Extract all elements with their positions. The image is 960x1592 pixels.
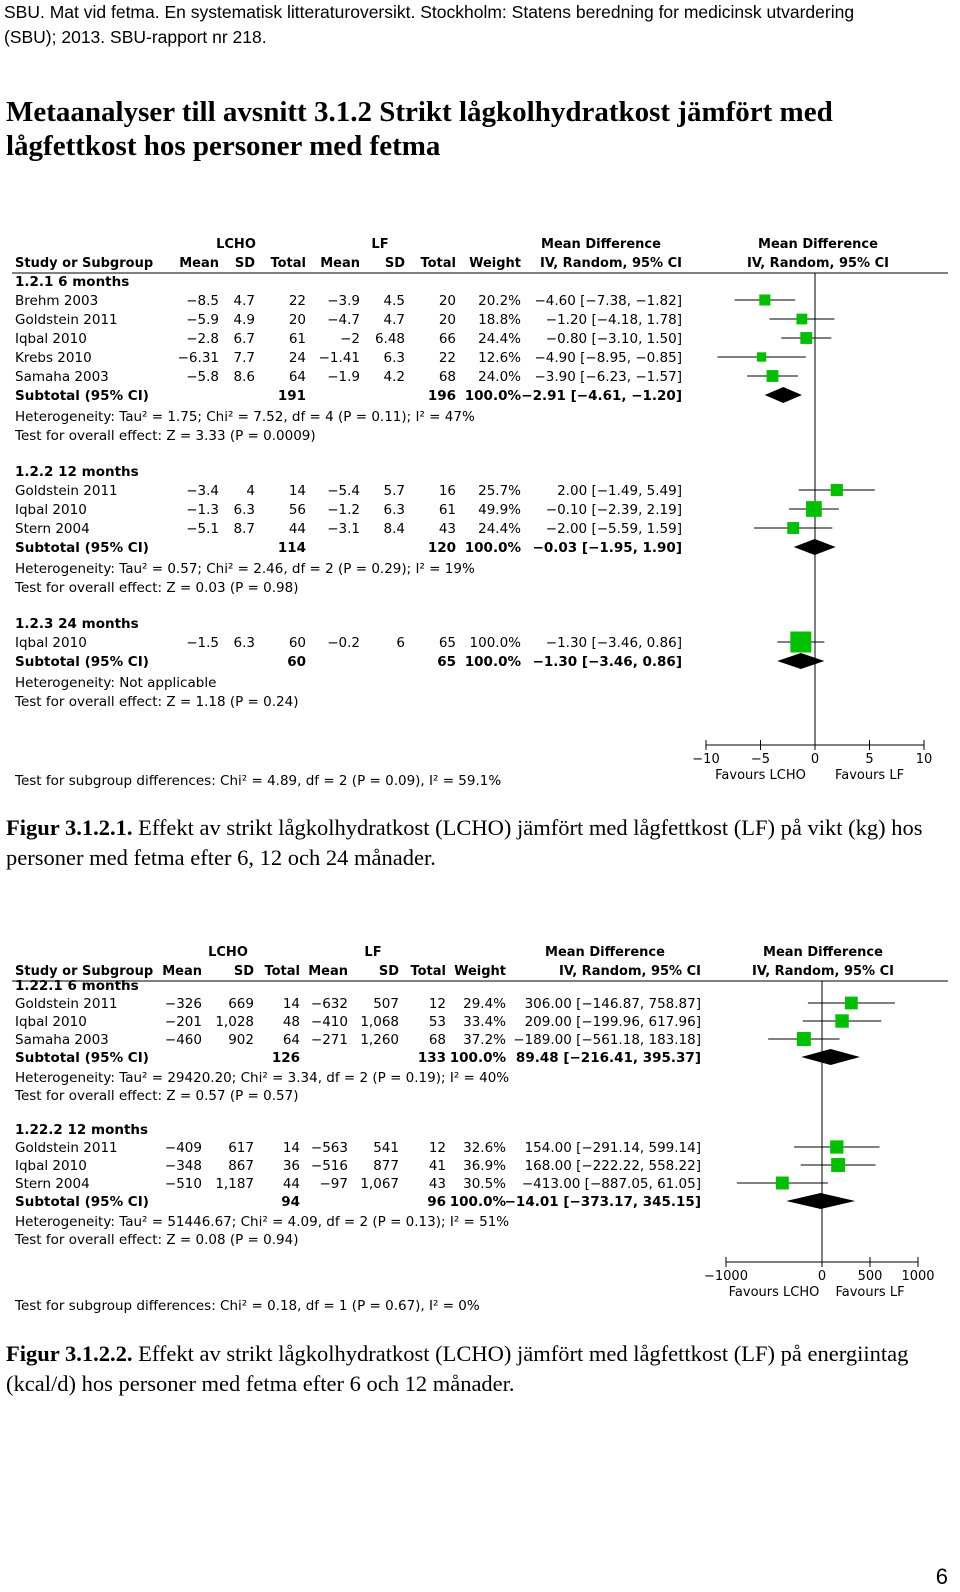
plot-ci-header: IV, Random, 95% CI [752, 964, 894, 979]
study-sd1: 7.7 [233, 350, 255, 366]
study-total1: 36 [282, 1158, 300, 1174]
study-mean2: −2 [340, 331, 360, 347]
figure-2-label: Figur 3.1.2.2. [6, 1341, 133, 1366]
study-name: Stern 2004 [15, 521, 90, 537]
study-total2: 12 [428, 996, 446, 1012]
subtotal-ci: 89.48 [−216.41, 395.37] [515, 1050, 701, 1066]
effect-marker [830, 1140, 843, 1153]
forest-plot-2 [0, 936, 960, 1336]
study-ci: −413.00 [−887.05, 61.05] [521, 1176, 701, 1192]
plot-mean-difference-header: Mean Difference [763, 945, 883, 960]
mean2-column-header: Mean [320, 256, 360, 271]
subtotal-total1: 114 [277, 540, 306, 556]
study-sd2: 1,260 [360, 1032, 399, 1048]
study-weight: 12.6% [478, 350, 521, 366]
effect-marker [831, 484, 843, 496]
study-ci: −2.00 [−5.59, 1.59] [545, 521, 682, 537]
subtotal-diamond [794, 539, 836, 555]
study-ci: 168.00 [−222.22, 558.22] [524, 1158, 701, 1174]
study-column-header: Study or Subgroup [15, 964, 154, 979]
subtotal-total2: 196 [427, 388, 456, 404]
study-weight: 100.0% [469, 635, 521, 651]
study-mean1: −5.9 [186, 312, 219, 328]
study-name: Stern 2004 [15, 1176, 90, 1192]
study-name: Samaha 2003 [15, 369, 109, 385]
study-weight: 37.2% [463, 1032, 506, 1048]
study-sd1: 8.6 [233, 369, 255, 385]
study-sd1: 1,187 [215, 1176, 254, 1192]
subgroup-title: 1.2.1 6 months [15, 274, 130, 290]
study-name: Goldstein 2011 [15, 312, 118, 328]
study-mean2: −1.2 [327, 502, 360, 518]
subgroup-differences-text: Test for subgroup differences: Chi² = 4.89, df = 2 (P = 0.09), I² = 59.1% [15, 773, 502, 789]
heterogeneity-text: Heterogeneity: Not applicable [15, 675, 217, 691]
study-sd2: 8.4 [383, 521, 405, 537]
study-sd2: 507 [373, 996, 399, 1012]
study-sd1: 6.3 [233, 502, 255, 518]
subgroup-title: 1.22.2 12 months [15, 1122, 149, 1138]
subtotal-total2: 133 [417, 1050, 446, 1066]
sd1-column-header: SD [234, 256, 255, 271]
study-mean2: −1.41 [318, 350, 360, 366]
effect-marker [790, 632, 811, 653]
subtotal-ci: −0.03 [−1.95, 1.90] [532, 540, 682, 556]
study-total2: 68 [428, 1032, 446, 1048]
effect-marker [845, 997, 858, 1010]
total1-column-header: Total [264, 964, 300, 979]
x-tick-label: −10 [692, 752, 720, 767]
x-tick-label: 0 [817, 1269, 827, 1284]
subtotal-weight: 100.0% [449, 1050, 506, 1066]
study-name: Brehm 2003 [15, 293, 99, 309]
study-total1: 14 [288, 483, 306, 499]
study-sd2: 4.2 [383, 369, 405, 385]
subgroup-title: 1.22.1 6 months [15, 978, 139, 994]
weight-column-header: Weight [469, 256, 521, 271]
study-ci: −0.80 [−3.10, 1.50] [545, 331, 682, 347]
study-mean2: −410 [310, 1014, 348, 1030]
effect-marker [835, 1014, 848, 1027]
section-title-line-2: lågfettkost hos personer med fetma [6, 130, 441, 162]
study-name: Goldstein 2011 [15, 996, 118, 1012]
study-name: Iqbal 2010 [15, 331, 87, 347]
study-ci: 209.00 [−199.96, 617.96] [524, 1014, 701, 1030]
study-total1: 44 [282, 1176, 300, 1192]
effect-marker [776, 1177, 789, 1190]
study-mean2: −3.9 [327, 293, 360, 309]
heterogeneity-text: Heterogeneity: Tau² = 0.57; Chi² = 2.46, df = 2 (P = 0.29); I² = 19% [15, 561, 475, 577]
subtotal-ci: −1.30 [−3.46, 0.86] [532, 654, 682, 670]
study-mean1: −5.8 [186, 369, 219, 385]
study-total1: 61 [288, 331, 306, 347]
study-mean1: −6.31 [177, 350, 219, 366]
study-weight: 24.4% [478, 331, 521, 347]
subtotal-total2: 96 [427, 1194, 446, 1210]
study-mean2: −563 [310, 1140, 348, 1156]
study-total1: 22 [288, 293, 306, 309]
study-sd2: 1,068 [360, 1014, 399, 1030]
study-ci: −3.90 [−6.23, −1.57] [534, 369, 682, 385]
favours-lcho-label: Favours LCHO [728, 1285, 820, 1300]
ci-column-header: IV, Random, 95% CI [540, 256, 682, 271]
study-weight: 30.5% [463, 1176, 506, 1192]
study-mean1: −510 [164, 1176, 202, 1192]
running-header-line-2: (SBU); 2013. SBU-rapport nr 218. [4, 27, 267, 47]
study-sd1: 1,028 [215, 1014, 254, 1030]
subgroup-differences-text: Test for subgroup differences: Chi² = 0.18, df = 1 (P = 0.67), I² = 0% [15, 1298, 480, 1314]
x-tick-label: −1000 [704, 1269, 748, 1284]
study-total2: 61 [438, 502, 456, 518]
study-sd2: 877 [373, 1158, 399, 1174]
forest-plot-1 [0, 228, 960, 798]
study-sd1: 8.7 [233, 521, 255, 537]
study-name: Samaha 2003 [15, 1032, 109, 1048]
study-mean2: −632 [310, 996, 348, 1012]
effect-marker [831, 1158, 845, 1172]
mean1-column-header: Mean [162, 964, 202, 979]
study-ci: 154.00 [−291.14, 599.14] [524, 1140, 701, 1156]
subtotal-total2: 65 [437, 654, 456, 670]
subtotal-weight: 100.0% [464, 388, 521, 404]
subtotal-total2: 120 [427, 540, 456, 556]
mean2-column-header: Mean [308, 964, 348, 979]
overall-effect-text: Test for overall effect: Z = 0.08 (P = 0.94) [15, 1232, 299, 1248]
subtotal-diamond [765, 387, 802, 403]
x-tick-label: −5 [750, 752, 771, 767]
study-mean1: −3.4 [186, 483, 219, 499]
favours-lf-label: Favours LF [835, 1285, 905, 1300]
running-header-line-1: SBU. Mat vid fetma. En systematisk litteraturoversikt. Stockholm: Statens beredning for medicinsk utvardering [4, 2, 855, 22]
effect-marker [757, 352, 766, 361]
x-tick-label: 10 [915, 752, 933, 767]
figure-1-caption-text: Effekt av strikt lågkolhydratkost (LCHO) jämfört med lågfettkost (LF) på vikt (kg) hos personer med fetma efter 6, 12 och 24 månader. [6, 815, 923, 870]
study-total2: 41 [428, 1158, 446, 1174]
effect-marker [806, 501, 822, 517]
heterogeneity-text: Heterogeneity: Tau² = 1.75; Chi² = 7.52, df = 4 (P = 0.11); I² = 47% [15, 409, 475, 425]
study-total1: 44 [288, 521, 306, 537]
study-mean1: −409 [164, 1140, 202, 1156]
mean-difference-header: Mean Difference [541, 237, 661, 252]
subtotal-diamond [786, 1193, 855, 1209]
study-ci: 306.00 [−146.87, 758.87] [524, 996, 701, 1012]
figure-2-caption [6, 1339, 951, 1399]
study-total1: 24 [288, 350, 306, 366]
study-sd2: 4.5 [383, 293, 405, 309]
study-sd1: 4 [246, 483, 255, 499]
favours-lf-label: Favours LF [834, 768, 905, 783]
overall-effect-text: Test for overall effect: Z = 3.33 (P = 0.0009) [15, 428, 316, 444]
study-weight: 25.7% [478, 483, 521, 499]
effect-marker [759, 294, 770, 305]
effect-marker [787, 522, 799, 534]
subtotal-diamond [801, 1049, 860, 1065]
study-column-header: Study or Subgroup [15, 256, 154, 271]
study-weight: 29.4% [463, 996, 506, 1012]
study-sd1: 4.7 [233, 293, 255, 309]
study-sd2: 6.48 [374, 331, 405, 347]
subtotal-total1: 60 [287, 654, 306, 670]
subgroup-title: 1.2.3 24 months [15, 616, 139, 632]
study-mean2: −3.1 [327, 521, 360, 537]
group2-header: LF [364, 945, 382, 960]
study-total2: 20 [438, 293, 456, 309]
study-weight: 33.4% [463, 1014, 506, 1030]
subtotal-label: Subtotal (95% CI) [15, 1194, 149, 1210]
subtotal-total1: 191 [277, 388, 306, 404]
study-name: Iqbal 2010 [15, 1158, 87, 1174]
study-sd1: 902 [228, 1032, 254, 1048]
study-mean1: −326 [164, 996, 202, 1012]
study-mean2: −271 [310, 1032, 348, 1048]
study-total1: 14 [282, 1140, 300, 1156]
weight-column-header: Weight [454, 964, 506, 979]
subgroup-title: 1.2.2 12 months [15, 464, 139, 480]
study-mean1: −8.5 [186, 293, 219, 309]
subtotal-weight: 100.0% [464, 540, 521, 556]
study-weight: 32.6% [463, 1140, 506, 1156]
study-ci: −4.60 [−7.38, −1.82] [534, 293, 682, 309]
study-name: Iqbal 2010 [15, 635, 87, 651]
study-mean2: −4.7 [327, 312, 360, 328]
study-total2: 65 [438, 635, 456, 651]
study-sd2: 6 [396, 635, 405, 651]
study-ci: −189.00 [−561.18, 183.18] [513, 1032, 701, 1048]
subtotal-ci: −14.01 [−373.17, 345.15] [504, 1194, 701, 1210]
effect-marker [800, 332, 812, 344]
study-ci: −0.10 [−2.39, 2.19] [545, 502, 682, 518]
study-total2: 66 [438, 331, 456, 347]
study-total1: 64 [288, 369, 306, 385]
group2-header: LF [371, 237, 389, 252]
study-mean2: −1.9 [327, 369, 360, 385]
x-tick-label: 0 [810, 752, 820, 767]
study-sd1: 4.9 [233, 312, 255, 328]
study-total2: 53 [428, 1014, 446, 1030]
figure-1-caption [6, 813, 951, 873]
study-name: Iqbal 2010 [15, 1014, 87, 1030]
favours-lcho-label: Favours LCHO [715, 768, 806, 783]
group1-header: LCHO [216, 237, 256, 252]
study-total2: 12 [428, 1140, 446, 1156]
subtotal-total1: 126 [271, 1050, 300, 1066]
study-sd1: 6.7 [233, 331, 255, 347]
study-total2: 16 [438, 483, 456, 499]
running-header [4, 0, 956, 50]
x-tick-label: 500 [857, 1269, 883, 1284]
study-total2: 43 [438, 521, 456, 537]
figure-2-caption-text: Effekt av strikt lågkolhydratkost (LCHO) jämfört med lågfettkost (LF) på energiintag (kcal/d) hos personer med fetma efter 6 och 12 månader. [6, 1341, 909, 1396]
x-tick-label: 1000 [901, 1269, 935, 1284]
overall-effect-text: Test for overall effect: Z = 1.18 (P = 0.24) [15, 694, 299, 710]
study-ci: −4.90 [−8.95, −0.85] [534, 350, 682, 366]
effect-marker [797, 314, 808, 325]
study-sd2: 541 [373, 1140, 399, 1156]
study-mean1: −201 [164, 1014, 202, 1030]
figure-1-label: Figur 3.1.2.1. [6, 815, 133, 840]
study-name: Iqbal 2010 [15, 502, 87, 518]
sd1-column-header: SD [233, 964, 254, 979]
subtotal-ci: −2.91 [−4.61, −1.20] [521, 388, 682, 404]
study-mean2: −97 [319, 1176, 348, 1192]
study-total1: 56 [288, 502, 306, 518]
study-mean2: −516 [310, 1158, 348, 1174]
subtotal-weight: 100.0% [464, 654, 521, 670]
mean-difference-header: Mean Difference [545, 945, 665, 960]
study-mean1: −5.1 [186, 521, 219, 537]
study-ci: −1.20 [−4.18, 1.78] [545, 312, 682, 328]
subtotal-total1: 94 [281, 1194, 300, 1210]
total1-column-header: Total [270, 256, 306, 271]
effect-marker [797, 1032, 811, 1046]
study-name: Goldstein 2011 [15, 483, 118, 499]
study-total2: 43 [428, 1176, 446, 1192]
study-total1: 60 [288, 635, 306, 651]
subtotal-label: Subtotal (95% CI) [15, 1050, 149, 1066]
section-title [6, 95, 946, 163]
study-ci: −1.30 [−3.46, 0.86] [545, 635, 682, 651]
study-sd2: 6.3 [383, 350, 405, 366]
sd2-column-header: SD [384, 256, 405, 271]
study-sd2: 4.7 [383, 312, 405, 328]
subtotal-label: Subtotal (95% CI) [15, 540, 149, 556]
ci-column-header: IV, Random, 95% CI [559, 964, 701, 979]
study-total2: 68 [438, 369, 456, 385]
plot-mean-difference-header: Mean Difference [758, 237, 878, 252]
mean1-column-header: Mean [179, 256, 219, 271]
study-sd1: 617 [228, 1140, 254, 1156]
overall-effect-text: Test for overall effect: Z = 0.57 (P = 0.57) [15, 1088, 299, 1104]
study-total1: 20 [288, 312, 306, 328]
study-mean1: −1.3 [186, 502, 219, 518]
study-sd2: 1,067 [360, 1176, 399, 1192]
subtotal-diamond [777, 653, 824, 669]
study-mean1: −460 [164, 1032, 202, 1048]
total2-column-header: Total [410, 964, 446, 979]
page-number: 6 [935, 1564, 948, 1589]
overall-effect-text: Test for overall effect: Z = 0.03 (P = 0.98) [15, 580, 299, 596]
total2-column-header: Total [420, 256, 456, 271]
section-title-line-1: Metaanalyser till avsnitt 3.1.2 Strikt lågkolhydratkost jämfört med [6, 96, 833, 128]
study-weight: 18.8% [478, 312, 521, 328]
study-weight: 24.0% [478, 369, 521, 385]
subtotal-label: Subtotal (95% CI) [15, 388, 149, 404]
study-weight: 24.4% [478, 521, 521, 537]
study-weight: 49.9% [478, 502, 521, 518]
study-mean1: −2.8 [186, 331, 219, 347]
study-sd1: 6.3 [233, 635, 255, 651]
heterogeneity-text: Heterogeneity: Tau² = 51446.67; Chi² = 4.09, df = 2 (P = 0.13); I² = 51% [15, 1214, 510, 1230]
study-sd2: 6.3 [383, 502, 405, 518]
group1-header: LCHO [208, 945, 248, 960]
study-mean2: −5.4 [327, 483, 360, 499]
effect-marker [767, 370, 779, 382]
study-mean1: −1.5 [186, 635, 219, 651]
study-name: Goldstein 2011 [15, 1140, 118, 1156]
study-ci: 2.00 [−1.49, 5.49] [557, 483, 682, 499]
study-total2: 20 [438, 312, 456, 328]
study-sd2: 5.7 [383, 483, 405, 499]
study-weight: 36.9% [463, 1158, 506, 1174]
study-weight: 20.2% [478, 293, 521, 309]
sd2-column-header: SD [378, 964, 399, 979]
study-sd1: 669 [228, 996, 254, 1012]
heterogeneity-text: Heterogeneity: Tau² = 29420.20; Chi² = 3.34, df = 2 (P = 0.19); I² = 40% [15, 1070, 510, 1086]
study-name: Krebs 2010 [15, 350, 92, 366]
study-mean2: −0.2 [327, 635, 360, 651]
subtotal-weight: 100.0% [449, 1194, 506, 1210]
study-total2: 22 [438, 350, 456, 366]
plot-ci-header: IV, Random, 95% CI [747, 256, 889, 271]
subtotal-label: Subtotal (95% CI) [15, 654, 149, 670]
study-total1: 14 [282, 996, 300, 1012]
study-total1: 64 [282, 1032, 300, 1048]
study-total1: 48 [282, 1014, 300, 1030]
study-mean1: −348 [164, 1158, 202, 1174]
study-sd1: 867 [228, 1158, 254, 1174]
x-tick-label: 5 [865, 752, 874, 767]
